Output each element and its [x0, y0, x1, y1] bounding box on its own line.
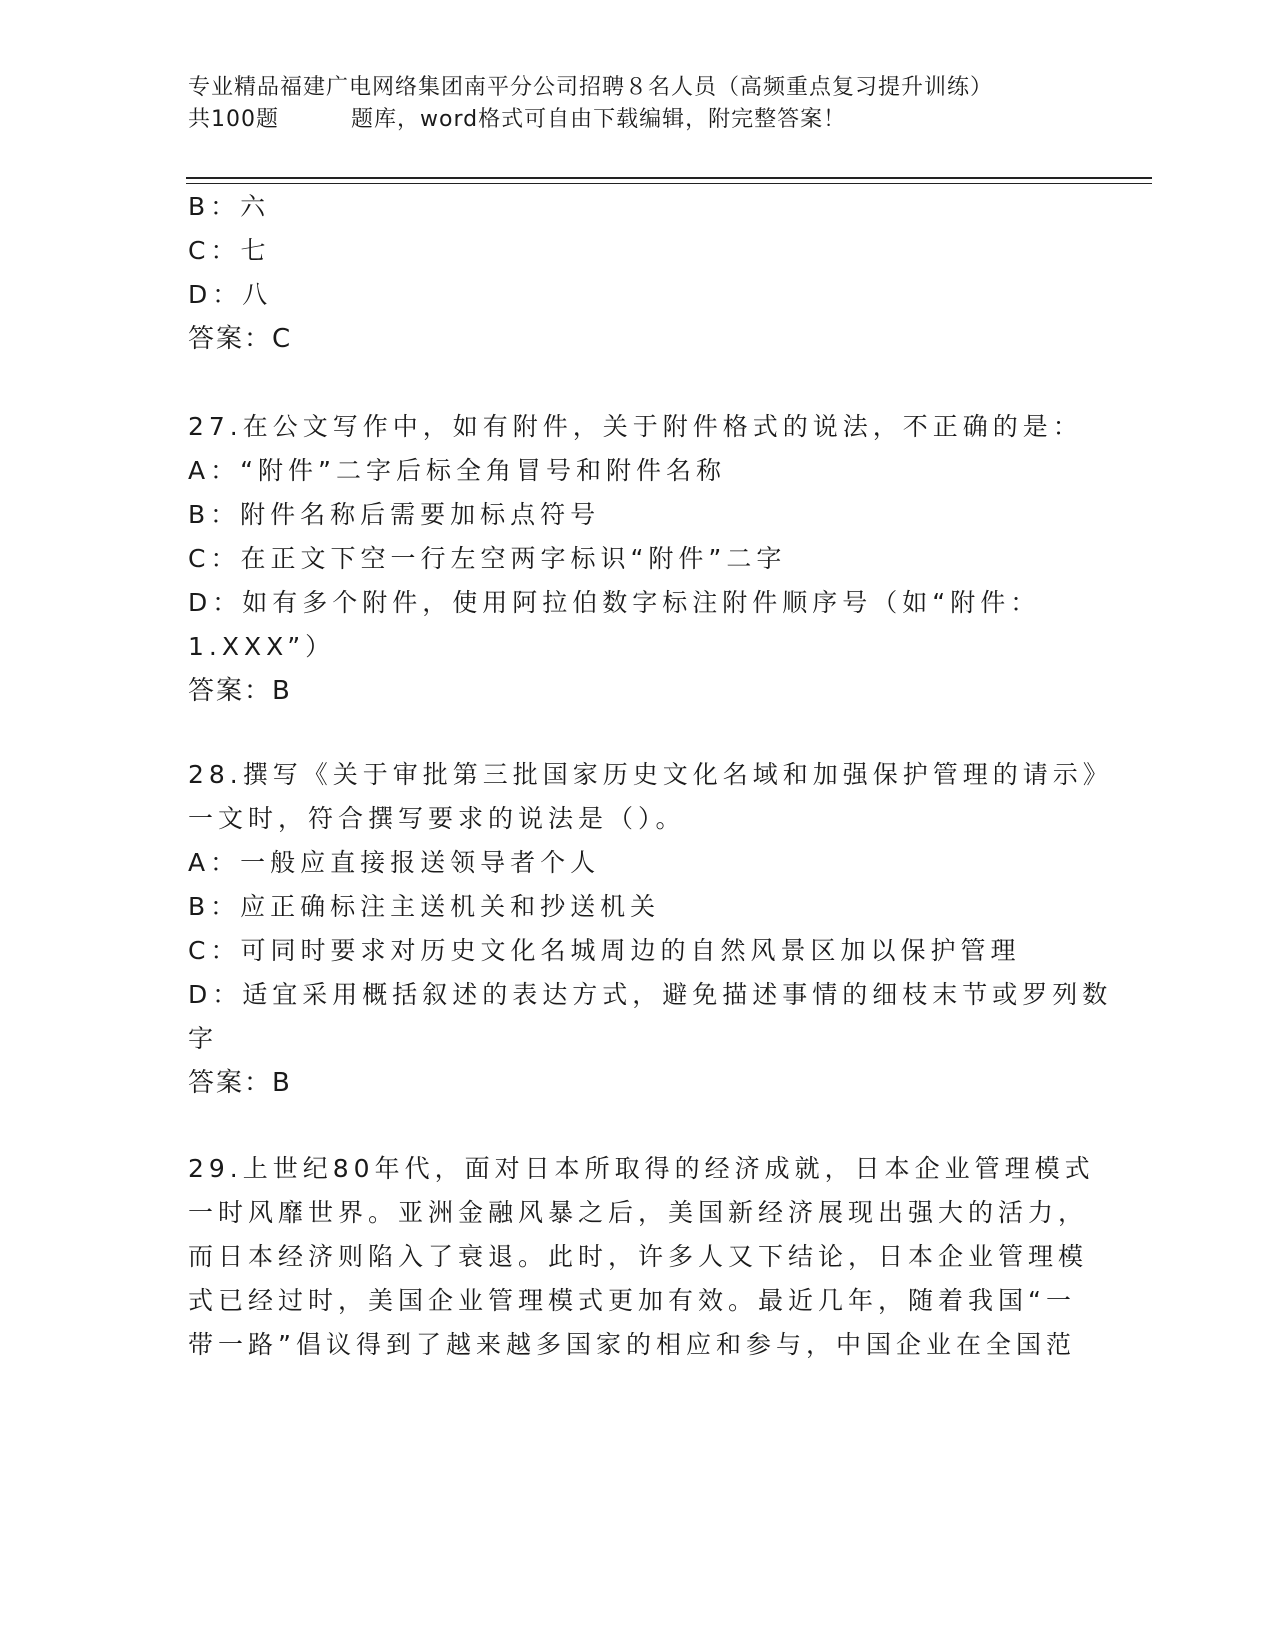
q27-option-c: C：在正文下空一行左空两字标识“附件”二字 — [188, 544, 787, 573]
q27-stem: 27.在公文写作中，如有附件，关于附件格式的说法，不正确的是： — [188, 412, 1083, 441]
q29-stem-line1: 29.上世纪80年代，面对日本所取得的经济成就，日本企业管理模式 — [188, 1154, 1095, 1183]
q27-option-d-continued: 1.XXX”） — [188, 632, 336, 661]
header-subtitle — [188, 104, 1148, 136]
q28-stem-line2: 一文时，符合撰写要求的说法是（）。 — [188, 804, 686, 833]
q27-option-b: B：附件名称后需要加标点符号 — [188, 500, 601, 529]
q28-option-d: D：适宜采用概括叙述的表达方式，避免描述事情的细枝末节或罗列数 — [188, 980, 1113, 1009]
q29-stem-line4: 式已经过时，美国企业管理模式更加有效。最近几年，随着我国“一 — [188, 1286, 1076, 1315]
q27-answer: 答案：B — [188, 676, 292, 706]
q26-option-c: C：七 — [188, 236, 271, 265]
document-header — [188, 72, 1148, 136]
header-note: 题库，word格式可自由下载编辑，附完整答案！ — [351, 107, 847, 132]
q29-stem-line2: 一时风靡世界。亚洲金融风暴之后，美国新经济展现出强大的活力， — [188, 1198, 1089, 1227]
header-divider-thick — [186, 177, 1152, 179]
q26-option-d: D：八 — [188, 280, 273, 309]
q26-answer: 答案：C — [188, 324, 293, 354]
q27-option-a: A：“附件”二字后标全角冒号和附件名称 — [188, 456, 727, 485]
q27-option-d: D：如有多个附件，使用阿拉伯数字标注附件顺序号（如“附件： — [188, 588, 1041, 617]
q28-option-a: A：一般应直接报送领导者个人 — [188, 848, 601, 877]
q28-option-c: C：可同时要求对历史文化名城周边的自然风景区加以保护管理 — [188, 936, 1021, 965]
q28-option-b: B：应正确标注主送机关和抄送机关 — [188, 892, 661, 921]
header-title: 专业精品福建广电网络集团南平分公司招聘８名人员（高频重点复习提升训练） — [188, 75, 994, 100]
q29-stem-line5: 带一路”倡议得到了越来越多国家的相应和参与，中国企业在全国范 — [188, 1330, 1076, 1359]
header-divider-thin — [186, 183, 1152, 184]
q29-stem-line3: 而日本经济则陷入了衰退。此时，许多人又下结论，日本企业管理模 — [188, 1242, 1089, 1271]
q28-answer: 答案：B — [188, 1068, 292, 1098]
q26-option-b: B：六 — [188, 192, 271, 221]
q28-option-d-continued: 字 — [188, 1024, 219, 1053]
header-question-count: 共100题 — [188, 107, 279, 132]
q28-stem-line1: 28.撰写《关于审批第三批国家历史文化名域和加强保护管理的请示》 — [188, 760, 1113, 789]
